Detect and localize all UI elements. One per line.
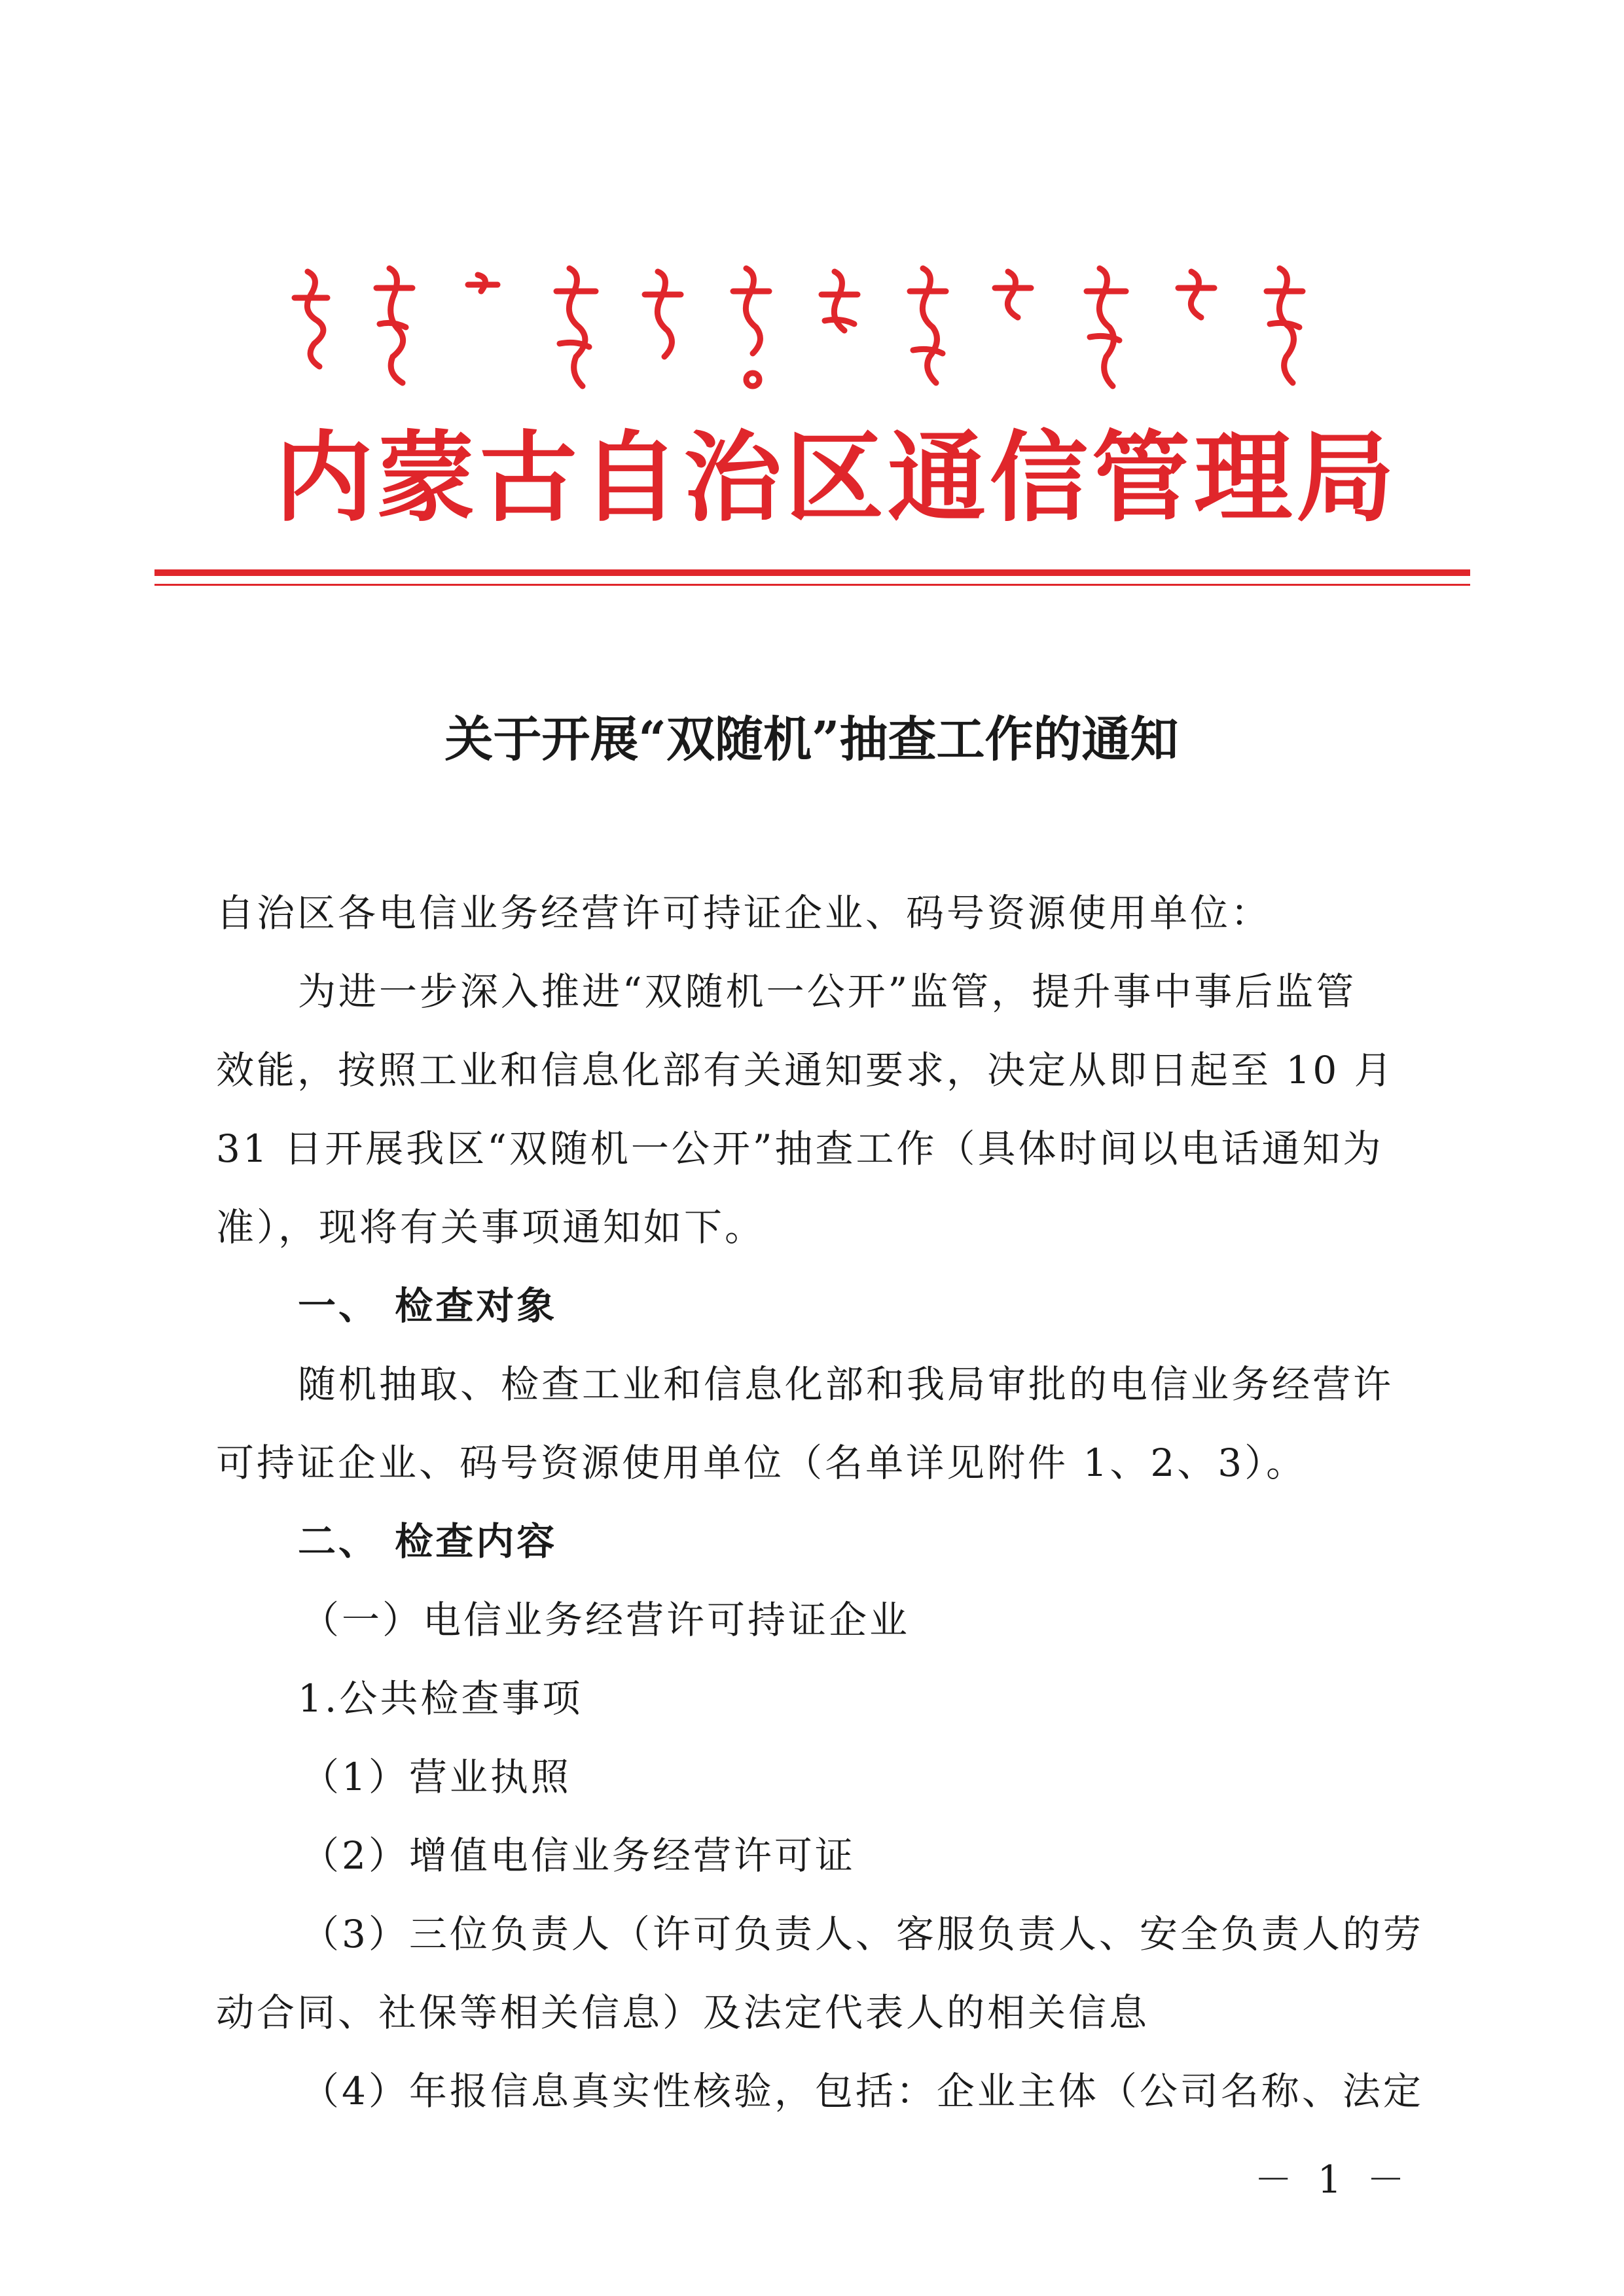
mongolian-word-12 — [1267, 268, 1303, 383]
list-item: （3）三位负责人（许可负责人、客服负责人、安全负责人的劳 — [301, 1912, 1424, 1956]
mongolian-word-3 — [468, 275, 497, 291]
paragraph-line: 为进一步深入推进“双随机一公开”监管，提升事中事后监管 — [298, 969, 1357, 1014]
subsection-heading: 1.公共检查事项 — [298, 1676, 583, 1721]
salutation: 自治区各电信业务经营许可持证企业、码号资源使用单位： — [216, 891, 1272, 935]
paragraph-line: 效能，按照工业和信息化部有关通知要求，决定从即日起至 10 月 — [216, 1048, 1395, 1092]
section-heading: 一、 检查对象 — [298, 1283, 558, 1328]
list-item: （4）年报信息真实性核验，包括：企业主体（公司名称、法定 — [301, 2069, 1424, 2113]
mongolian-word-4 — [556, 268, 596, 386]
mongolian-word-2 — [376, 268, 412, 383]
document-title: 关于开展“双随机”抽查工作的通知 — [444, 711, 1179, 768]
list-item: （1）营业执照 — [301, 1755, 571, 1799]
mongolian-word-8 — [910, 268, 946, 383]
mongolian-word-6 — [733, 268, 769, 386]
paragraph-line: 可持证企业、码号资源使用单位（名单详见附件 1、2、3）。 — [216, 1441, 1307, 1485]
paragraph-line: 31 日开展我区“双随机一公开”抽查工作（具体时间以电话通知为 — [216, 1126, 1384, 1171]
paragraph-line: 随机抽取、检查工业和信息化部和我局审批的电信业务经营许 — [298, 1362, 1394, 1407]
mongolian-word-11 — [1178, 272, 1214, 317]
subsection-heading: （一）电信业务经营许可持证企业 — [301, 1598, 911, 1642]
mongolian-word-9 — [995, 272, 1031, 317]
mongolian-script-header — [281, 259, 1362, 403]
page-number: － 1 － — [1254, 2157, 1411, 2202]
agency-name: 内蒙古自治区通信管理局 — [275, 420, 1399, 535]
header-rule-thin — [154, 584, 1470, 586]
list-item: （2）增值电信业务经营许可证 — [301, 1833, 856, 1878]
header-rule-thick — [154, 569, 1470, 576]
mongolian-word-10 — [1087, 268, 1126, 386]
paragraph-line: 准），现将有关事项通知如下。 — [216, 1205, 766, 1249]
section-heading: 二、 检查内容 — [298, 1519, 558, 1564]
mongolian-word-7 — [821, 272, 857, 331]
list-item: 动合同、社保等相关信息）及法定代表人的相关信息 — [216, 1990, 1150, 2035]
mongolian-word-5 — [645, 272, 681, 357]
mongolian-word-1 — [295, 272, 327, 367]
